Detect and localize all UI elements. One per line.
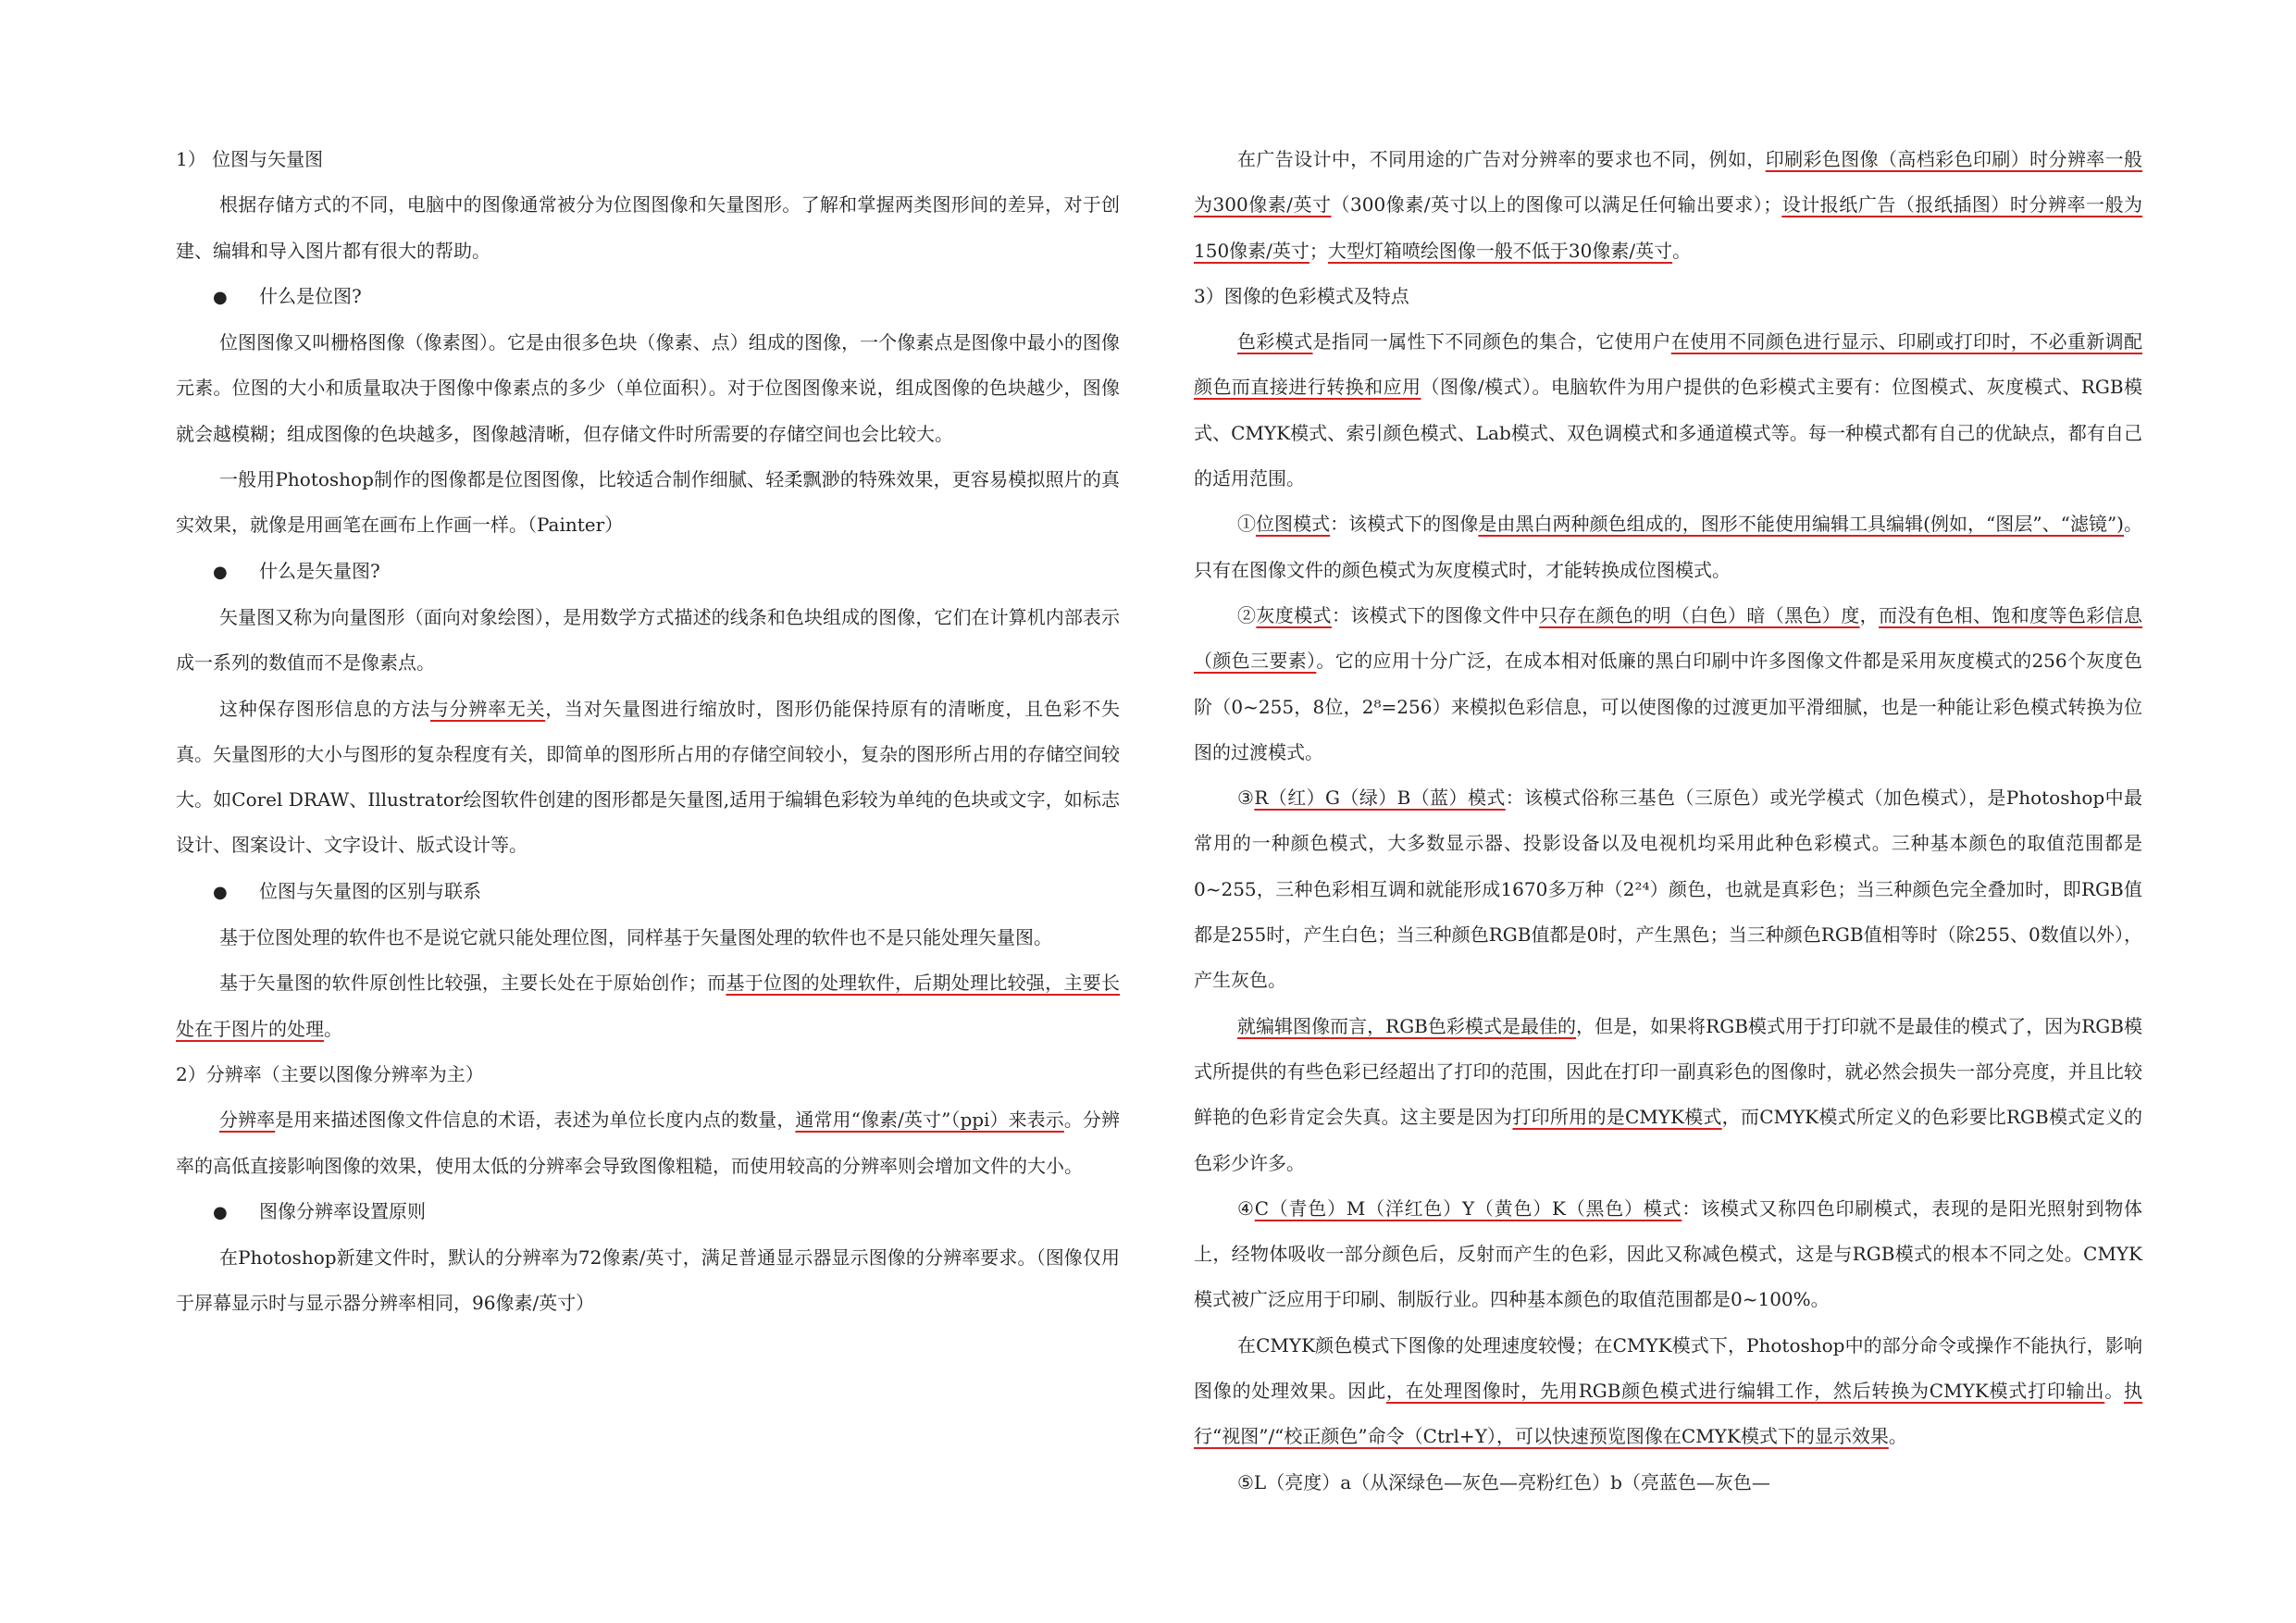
paragraph xyxy=(1194,319,2142,502)
text-run: 。它的应用十分广泛，在成本相对低廉的黑白印刷中许多图像文件都是采用灰度模式的256个灰度色阶（0~255，8位，2⁸=256）来模拟色彩信息，可以使图像的过渡更加平滑细腻，也是一种能让彩色模式转换为位图的过渡模式。 xyxy=(1194,650,2142,763)
bullet-icon: ● xyxy=(213,562,228,582)
underlined-text: 是由黑白两种颜色组成的，图形不能使用编辑工具编辑(例如，“图层”、“滤镜”) xyxy=(1478,513,2124,536)
text-run: 这种保存图形信息的方法 xyxy=(219,697,430,720)
section-heading xyxy=(1194,274,2142,319)
text-run: 基于位图处理的软件也不是说它就只能处理位图，同样基于矢量图处理的软件也不是只能处理矢量图。 xyxy=(219,926,1052,949)
paragraph xyxy=(1194,137,2142,274)
text-run: ⑤L（亮度）a（从深绿色—灰色—亮粉红色）b（亮蓝色—灰色— xyxy=(1237,1470,1770,1493)
bullet-item xyxy=(176,274,1120,320)
paragraph xyxy=(1194,593,2142,775)
text-run: ③ xyxy=(1237,787,1255,810)
underlined-text: R（红）G（绿）B（蓝）模式 xyxy=(1254,787,1506,810)
paragraph xyxy=(1194,1186,2142,1323)
text-run: 。 xyxy=(2104,1380,2125,1403)
paragraph xyxy=(176,182,1120,274)
text-run: ； xyxy=(1309,239,1328,262)
text-run: 在广告设计中，不同用途的广告对分辨率的要求也不同，例如， xyxy=(1237,148,1766,170)
text-run: ② xyxy=(1237,603,1257,626)
underlined-text: 位图模式 xyxy=(1256,513,1331,536)
text-run: ④ xyxy=(1237,1196,1255,1220)
text-run: 。 xyxy=(1672,239,1692,262)
underlined-text: 就编辑图像而言，RGB色彩模式是最佳的 xyxy=(1237,1014,1577,1037)
text-run: ：该模式俗称三基色（三原色）或光学模式（加色模式），是Photoshop中最常用的一种颜色模式，大多数显示器、投影设备以及电视机均采用此种色彩模式。三种基本颜色的取值范围都是0~255，三种色彩相互调和就能形成1670多万种（2²⁴）颜色，也就是真彩色；当三种颜色完全叠加时，即RGB值都是255时，产生白色；当三种颜色RGB值都是0时，产生黑色；当三种颜色RGB值相等时（除255、0数值以外），产生灰色。 xyxy=(1194,787,2142,992)
text-run: 是用来描述图像文件信息的术语，表述为单位长度内点的数量， xyxy=(275,1109,796,1132)
text-run: 在Photoshop新建文件时，默认的分辨率为72像素/英寸，满足普通显示器显示图像的分辨率要求。（图像仅用于屏幕显示时与显示器分辨率相同，96像素/英寸） xyxy=(176,1246,1120,1315)
text-run: 图像分辨率设置原则 xyxy=(259,1199,426,1222)
paragraph xyxy=(176,1235,1120,1327)
underlined-text: ，在处理图像时，先用RGB颜色模式进行编辑工作，然后转换为CMYK模式打印输出 xyxy=(1385,1380,2105,1403)
underlined-text: 在使用不同颜色进行显示、印刷或打印时，不必重新调配颜色而直接进行转换和应用 xyxy=(1194,330,2143,399)
underlined-text: 基于位图的处理软件，后期处理比较强，主要长处在于图片的处理 xyxy=(176,972,1121,1040)
underlined-text: 执行“视图”/“校正颜色”命令（Ctrl+Y），可以快速预览图像在CMYK模式下的显示效果 xyxy=(1194,1380,2143,1448)
paragraph xyxy=(176,320,1120,457)
text-run: 什么是矢量图? xyxy=(259,559,380,582)
underlined-text: 灰度模式 xyxy=(1256,603,1332,626)
paragraph xyxy=(176,1097,1120,1189)
underlined-text: 大型灯箱喷绘图像一般不低于30像素/英寸 xyxy=(1327,239,1673,262)
text-run: 是指同一属性下不同颜色的集合，它使用户 xyxy=(1312,330,1671,353)
text-run: 位图图像又叫栅格图像（像素图）。它是由很多色块（像素、点）组成的图像，一个像素点是图像中最小的图像元素。位图的大小和质量取决于图像中像素点的多少（单位面积）。对于位图图像来说，组成图像的色块越少，图像就会越模糊；组成图像的色块越多，图像越清晰，但存储文件时所需要的存储空间也会比较大。 xyxy=(176,331,1120,445)
text-run: 3）图像的色彩模式及特点 xyxy=(1194,284,1409,307)
text-run: 根据存储方式的不同，电脑中的图像通常被分为位图图像和矢量图形。了解和掌握两类图形间的差异，对于创建、编辑和导入图片都有很大的帮助。 xyxy=(176,193,1120,262)
text-run: 矢量图又称为向量图形（面向对象绘图），是用数学方式描述的线条和色块组成的图像，它们在计算机内部表示成一系列的数值而不是像素点。 xyxy=(176,605,1120,675)
text-run: ，而CMYK模式所定义的色彩要比RGB模式定义的色彩少许多。 xyxy=(1194,1106,2142,1174)
paragraph xyxy=(176,595,1120,687)
paragraph xyxy=(1194,1323,2142,1460)
text-run: 一般用Photoshop制作的图像都是位图图像，比较适合制作细腻、轻柔飘渺的特殊效果，更容易模拟照片的真实效果，就像是用画笔在画布上作画一样。（Painter） xyxy=(176,468,1120,537)
text-run: ，但是，如果将RGB模式用于打印就不是最佳的模式了，因为RGB模式所提供的有些色彩已经超出了打印的范围，因此在打印一副真彩色的图像时，就必然会损失一部分亮度，并且比较鲜艳的色彩肯定会失真。这主要是因为 xyxy=(1194,1014,2143,1129)
underlined-text: 设计报纸广告（报纸插图）时分辨率一般为150像素/英寸 xyxy=(1194,193,2143,262)
text-run: 。 xyxy=(324,1017,342,1040)
bullet-icon: ● xyxy=(213,1202,228,1222)
paragraph xyxy=(176,687,1120,869)
bullet-icon: ● xyxy=(213,882,228,902)
text-run: 基于矢量图的软件原创性比较强，主要长处在于原始创作；而 xyxy=(219,972,726,995)
paragraph xyxy=(1194,775,2142,1003)
underlined-text: 印刷彩色图像（高档彩色印刷）时分辨率一般为300像素/英寸 xyxy=(1194,148,2143,217)
text-run: 什么是位图? xyxy=(259,284,362,307)
paragraph xyxy=(1194,502,2142,593)
paragraph xyxy=(1194,1004,2142,1186)
text-run: 在CMYK颜色模式下图像的处理速度较慢；在CMYK模式下，Photoshop中的部分命令或操作不能执行，影响图像的处理效果。因此 xyxy=(1194,1333,2142,1403)
underlined-text: 色彩模式 xyxy=(1237,330,1313,353)
underlined-text: 与分辨率无关 xyxy=(429,697,546,720)
text-run: 1） 位图与矢量图 xyxy=(176,148,324,170)
paragraph xyxy=(176,960,1120,1052)
bullet-icon: ● xyxy=(213,287,228,307)
text-run: 2）分辨率（主要以图像分辨率为主） xyxy=(176,1062,484,1085)
text-run: ， xyxy=(1859,603,1880,626)
paragraph xyxy=(1194,1460,2142,1505)
underlined-text: 只存在颜色的明（白色）暗（黑色）度 xyxy=(1539,603,1860,626)
bullet-item xyxy=(176,1189,1120,1235)
text-run: ，当对矢量图进行缩放时，图形仍能保持原有的清晰度，且色彩不失真。矢量图形的大小与图形的复杂程度有关，即简单的图形所占用的存储空间较小，复杂的图形所占用的存储空间较大。如Corel DRAW、Illustrator绘图软件创建的图形都是矢量图,适用于编辑色彩较为单纯的色块或文字，如标志设计、图案设计、文字设计、版式设计等。 xyxy=(176,697,1121,857)
text-run: ① xyxy=(1237,513,1257,536)
paragraph xyxy=(176,457,1120,549)
text-run: ：该模式下的图像 xyxy=(1330,513,1479,536)
text-run: 。 xyxy=(1888,1425,1907,1448)
text-run: （300像素/英寸以上的图像可以满足任何输出要求）； xyxy=(1331,193,1782,217)
underlined-text: 而没有色相、饱和度等色彩信息（颜色三要素） xyxy=(1194,603,2143,673)
text-run: 。分辨率的高低直接影响图像的效果，使用太低的分辨率会导致图像粗糙，而使用较高的分辨率则会增加文件的大小。 xyxy=(176,1109,1120,1177)
text-run: 。只有在图像文件的颜色模式为灰度模式时，才能转换成位图模式。 xyxy=(1194,513,2143,581)
underlined-text: 通常用“像素/英寸”（ppi）来表示 xyxy=(795,1109,1064,1132)
right-column xyxy=(1194,137,2142,1505)
text-run: （图像/模式）。电脑软件为用户提供的色彩模式主要有：位图模式、灰度模式、RGB模式、CMYK模式、索引颜色模式、Lab模式、双色调模式和多通道模式等。每一种模式都有自己的优缺点，都有自己的适用范围。 xyxy=(1194,376,2142,490)
left-column xyxy=(176,137,1120,1327)
section-heading xyxy=(176,1052,1120,1097)
underlined-text: 打印所用的是CMYK模式 xyxy=(1512,1106,1722,1129)
underlined-text: 分辨率 xyxy=(219,1109,276,1132)
underlined-text: C（青色）M（洋红色）Y（黄色）K（黑色）模式 xyxy=(1254,1196,1682,1220)
bullet-item xyxy=(176,549,1120,595)
text-run: 位图与矢量图的区别与联系 xyxy=(259,879,481,902)
paragraph xyxy=(176,915,1120,960)
text-run: ：该模式下的图像文件中 xyxy=(1331,603,1540,626)
section-heading xyxy=(176,137,1120,182)
text-run: ：该模式又称四色印刷模式，表现的是阳光照射到物体上，经物体吸收一部分颜色后，反射而产生的色彩，因此又称减色模式，这是与RGB模式的根本不同之处。CMYK模式被广泛应用于印刷、制版行业。四种基本颜色的取值范围都是0~100%。 xyxy=(1194,1196,2142,1311)
bullet-item xyxy=(176,869,1120,915)
